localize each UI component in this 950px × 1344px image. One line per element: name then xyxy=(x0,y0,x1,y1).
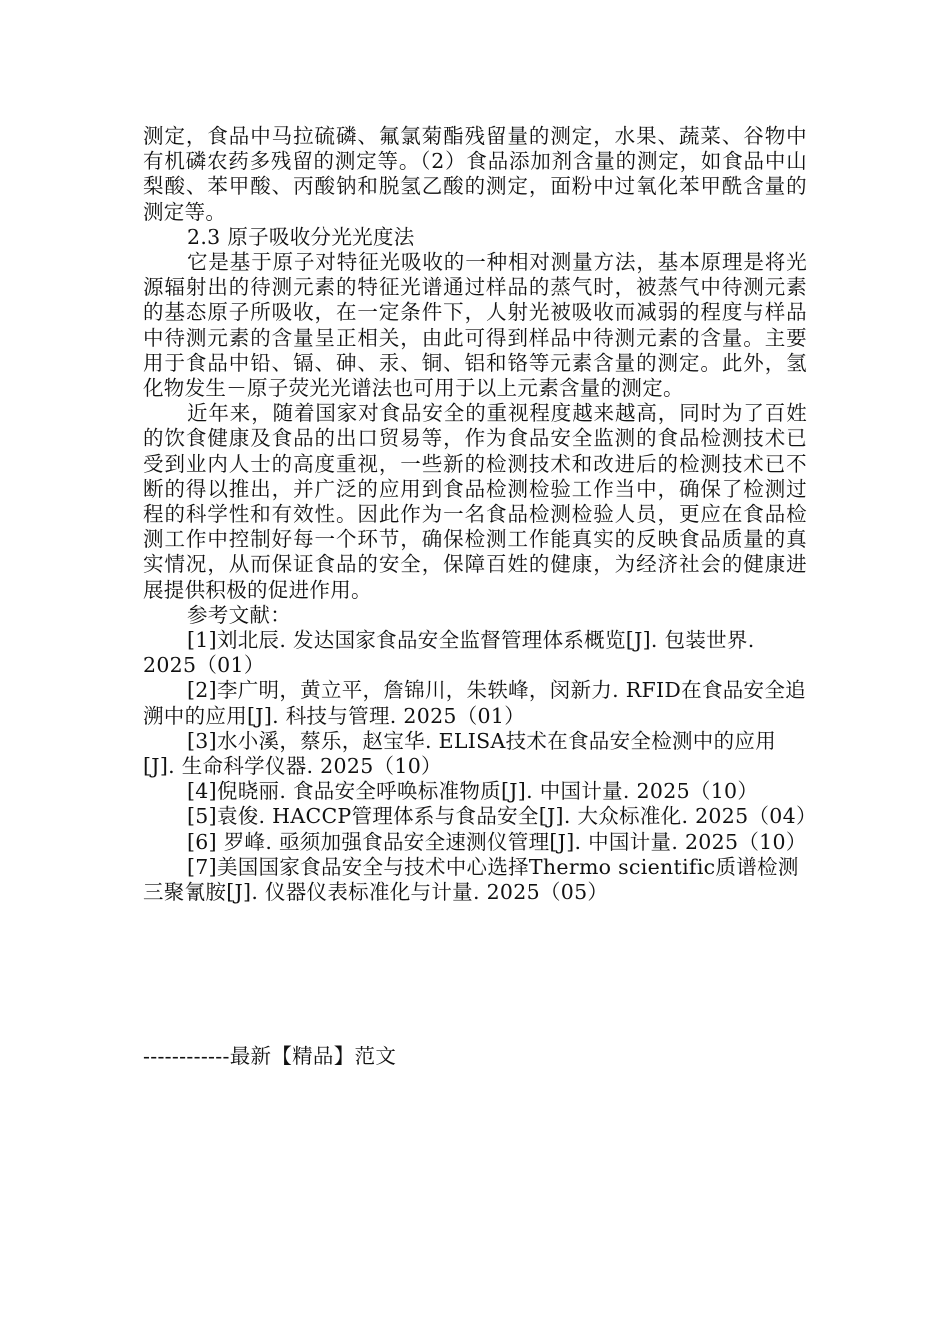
reference-item: [5]袁俊. HACCP管理体系与食品安全[J]. 大众标准化. 2025（04） xyxy=(187,804,817,829)
reference-item: [1]刘北辰. 发达国家食品安全监督管理体系概览[J]. 包装世界. 2025（01） xyxy=(143,628,755,678)
body-paragraph-conclusion: 近年来，随着国家对食品安全的重视程度越来越高，同时为了百姓的饮食健康及食品的出口贸易等，作为食品安全监测的食品检测技术已受到业内人士的高度重视，一些新的检测技术和改进后的检测技术已不断的得以推出，并广泛的应用到食品检测检验工作当中，确保了检测过程的科学性和有效性。因此作为一名食品检测检验人员，更应在食品检测工作中控制好每一个环节，确保检测工作能真实的反映食品质量的真实情况，从而保证食品的安全，保障百姓的健康，为经济社会的健康进展提供积极的促进作用。 xyxy=(143,401,807,602)
body-paragraph-aas: 它是基于原子对特征光吸收的一种相对测量方法，基本原理是将光源辐射出的待测元素的特征光谱通过样品的蒸气时，被蒸气中待测元素的基态原子所吸收，在一定条件下，人射光被吸收而减弱的程度与样品中待测元素的含量呈正相关，由此可得到样品中待测元素的含量。主要用于食品中铅、镉、砷、汞、铜、铝和铬等元素含量的测定。此外，氢化物发生－原子荧光光谱法也可用于以上元素含量的测定。 xyxy=(143,250,807,401)
references-section xyxy=(143,602,817,905)
footer-banner: ------------最新【精品】范文 xyxy=(143,1044,397,1068)
section-heading: 2.3 原子吸收分光光度法 xyxy=(187,224,415,249)
body-paragraph-continued: 测定，食品中马拉硫磷、氟氯菊酯残留量的测定，水果、蔬菜、谷物中有机磷农药多残留的测定等。（2）食品添加剂含量的测定，如食品中山梨酸、苯甲酸、丙酸钠和脱氢乙酸的测定，面粉中过氧化苯甲酰含量的测定等。 xyxy=(143,124,807,224)
reference-item: [2]李广明，黄立平，詹锦川，朱轶峰，闵新力. RFID在食品安全追溯中的应用[J]. 科技与管理. 2025（01） xyxy=(143,678,806,728)
references-heading: 参考文献： xyxy=(187,602,291,627)
reference-item: [7]美国国家食品安全与技术中心选择Thermo scientific质谱检测三聚氰胺[J]. 仪器仪表标准化与计量. 2025（05） xyxy=(143,854,799,905)
reference-item: [4]倪晓丽. 食品安全呼唤标准物质[J]. 中国计量. 2025（10） xyxy=(187,779,759,804)
reference-item: [3]水小溪，蔡乐，赵宝华. ELISA技术在食品安全检测中的应用[J]. 生命科学仪器. 2025（10） xyxy=(143,728,776,779)
reference-item: [6] 罗峰. 亟须加强食品安全速测仪管理[J]. 中国计量. 2025（10） xyxy=(187,829,807,854)
document-body xyxy=(143,124,817,905)
